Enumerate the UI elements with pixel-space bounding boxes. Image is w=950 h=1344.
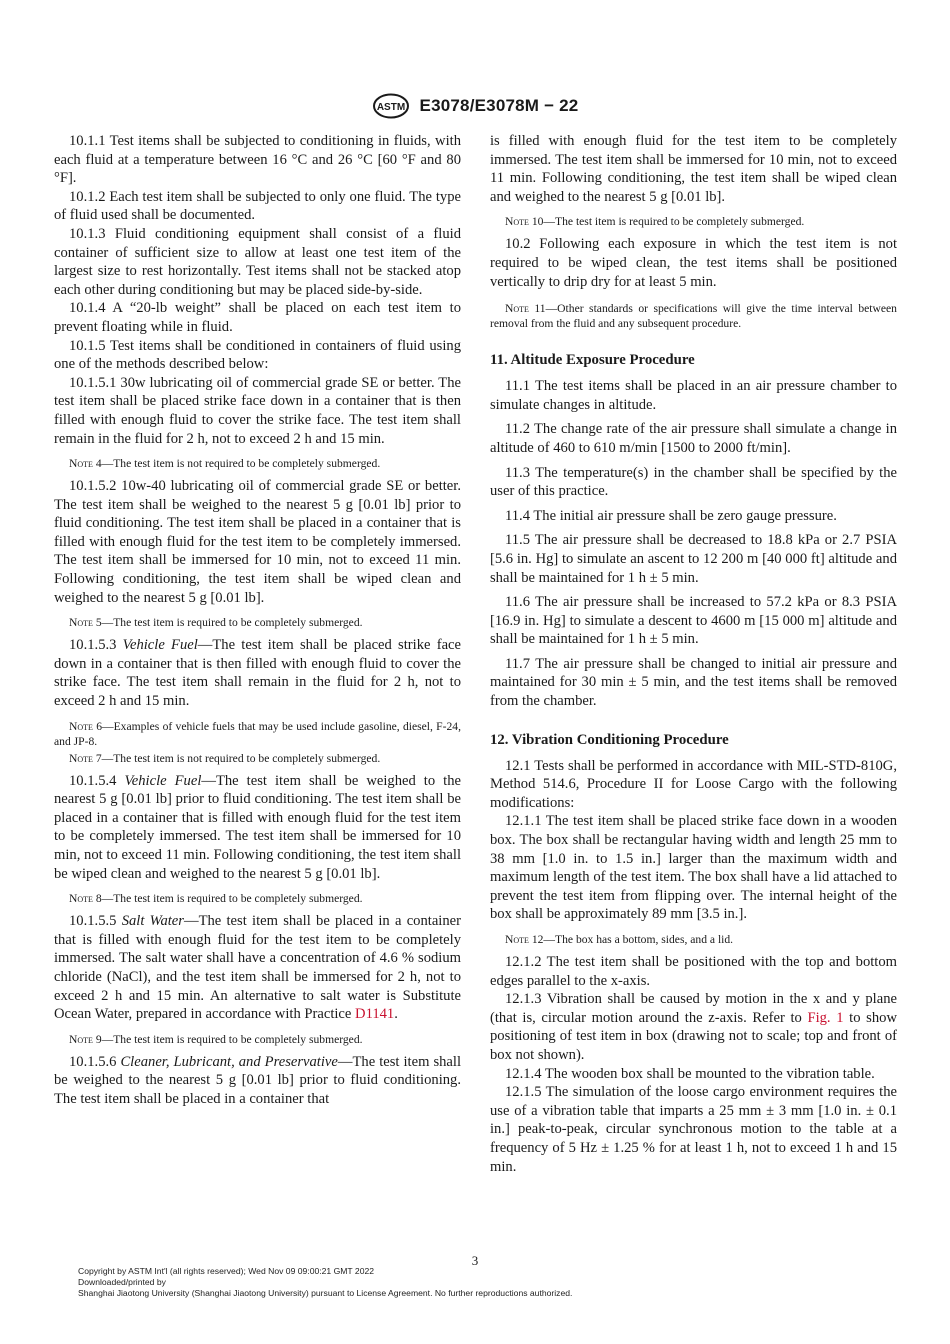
note-11 bbox=[490, 301, 897, 331]
paragraph-10-1-5-2: 10.1.5.2 10w-40 lubricating oil of commercial grade SE or better. The test item shall be weighed to the nearest 5 g [0.01 lb] prior to fluid conditioning. The test item shall be placed in a container that is filled with enough fluid for the test item to be completely immersed. The test item shall be immersed for 10 min, not to exceed 11 min. Following conditioning, the test item shall be wiped clean and weighed to the nearest 5 g [0.01 lb]. bbox=[54, 478, 461, 606]
paragraph-title: Vehicle Fuel bbox=[122, 637, 198, 654]
left-column bbox=[54, 132, 461, 1109]
astm-logo-icon bbox=[372, 93, 410, 119]
note-10 bbox=[490, 214, 897, 229]
paragraph-title: Vehicle Fuel bbox=[124, 772, 202, 789]
paragraph-11-2: 11.2 The change rate of the air pressure shall simulate a change in altitude of 460 to 610 m/min [1500 to 2000 ft/min]. bbox=[490, 421, 897, 456]
note-label: Note 12 bbox=[505, 933, 544, 946]
paragraph-12-1-3 bbox=[490, 990, 897, 1064]
note-text: —Examples of vehicle fuels that may be used include gasoline, diesel, F-24, and JP-8. bbox=[54, 719, 461, 748]
paragraph-number: 10.1.5.4 bbox=[69, 772, 125, 789]
note-text: —The test item is not required to be completely submerged. bbox=[101, 751, 381, 765]
note-7 bbox=[54, 751, 461, 766]
paragraph-10-2: 10.2 Following each exposure in which the test item is not required to be wiped clean, the test items shall be positioned vertically to drip dry for at least 5 min. bbox=[490, 236, 897, 290]
paragraph-10-1-5: 10.1.5 Test items shall be conditioned in containers of fluid using one of the methods described below: bbox=[54, 337, 461, 373]
page-number: 3 bbox=[471, 1253, 479, 1268]
paragraph-12-1-4: 12.1.4 The wooden box shall be mounted to the vibration table. bbox=[505, 1065, 875, 1082]
paragraph-12-1: 12.1 Tests shall be performed in accordance with MIL-STD-810G, Method 514.6, Procedure II for Loose Cargo with the following modifications: bbox=[490, 757, 897, 811]
note-label: Note 7 bbox=[69, 751, 102, 765]
paragraph-body: —The test item shall be placed strike face down in a container that is then filled with enough fluid to cover the strike face. The test item shall remain in the fluid for 2 h, not to exceed 2 h and 15 min. bbox=[54, 637, 461, 710]
copyright-footer bbox=[78, 1266, 572, 1299]
figure-1-link[interactable]: Fig. 1 bbox=[807, 1009, 844, 1026]
footer-license-line: Shanghai Jiaotong University (Shanghai Jiaotong University) pursuant to License Agreement. No further reproductions authorized. bbox=[78, 1288, 573, 1298]
paragraph-10-1-5-5 bbox=[54, 912, 461, 1024]
paragraph-10-1-5-4 bbox=[54, 772, 461, 884]
note-8 bbox=[54, 891, 461, 906]
paragraph-11-5: 11.5 The air pressure shall be decreased to 18.8 kPa or 2.7 PSIA [5.6 in. Hg] to simulate an ascent to 12 200 m [40 000 ft] altitude and shall be maintained for 1 h ± 5 min. bbox=[490, 532, 897, 586]
paragraph-10-1-2: 10.1.2 Each test item shall be subjected to only one fluid. The type of fluid used shall be documented. bbox=[54, 188, 461, 224]
note-text: —The test item is not required to be completely submerged. bbox=[101, 457, 381, 471]
note-text: —The test item is required to be completely submerged. bbox=[101, 1032, 363, 1046]
page-header bbox=[0, 93, 950, 119]
paragraph-number: 10.1.5.5 bbox=[69, 913, 122, 930]
paragraph-body: —The test item shall be weighed to the nearest 5 g [0.01 lb] prior to fluid conditioning. The test item shall be placed in a container that is filled with enough fluid for the test item to be completely immersed. The test item shall be immersed for 10 min, not to exceed 11 min. Following conditioning, the test item shall be wiped clean and weighed to the nearest 5 g [0.01 lb]. bbox=[54, 772, 462, 882]
note-6 bbox=[54, 719, 461, 749]
svg-text:ASTM: ASTM bbox=[376, 102, 405, 113]
note-label: Note 10 bbox=[505, 215, 544, 229]
note-text: —The box has a bottom, sides, and a lid. bbox=[543, 933, 734, 946]
note-9 bbox=[54, 1032, 461, 1047]
note-text: —The test item is required to be completely submerged. bbox=[101, 892, 363, 906]
paragraph-body: —The test item shall be weighed to the nearest 5 g [0.01 lb] prior to fluid conditioning. The test item shall be placed in a container that bbox=[54, 1053, 462, 1107]
paragraph-11-1: 11.1 The test items shall be placed in an air pressure chamber to simulate changes in altitude. bbox=[490, 378, 897, 413]
note-text: —The test item is required to be completely submerged. bbox=[101, 616, 363, 630]
practice-d1141-link[interactable]: D1141 bbox=[355, 1006, 395, 1023]
paragraph-body-end: to show positioning of test item in box (drawing not to scale; top and front of box not shown). bbox=[490, 1009, 897, 1063]
note-5 bbox=[54, 615, 461, 630]
paragraph-body: 12.1.3 Vibration shall be caused by motion in the x and y plane (that is, circular motion around the z-axis. Refer to bbox=[490, 991, 897, 1026]
right-column bbox=[490, 132, 897, 1176]
note-label: Note 6 bbox=[69, 719, 102, 733]
paragraph-11-4: 11.4 The initial air pressure shall be zero gauge pressure. bbox=[505, 507, 837, 524]
paragraph-12-1-1: 12.1.1 The test item shall be placed strike face down in a wooden box. The box shall be rectangular having width and length 25 mm to 38 mm [1.0 in. to 1.5 in.] larger than the maximum width and maximum length of the test item. The box shall have a lid attached to prevent the test item from flipping over. The internal height of the box shall be approximately 89 mm [3.5 in.]. bbox=[490, 813, 897, 923]
note-label: Note 8 bbox=[69, 892, 102, 906]
paragraph-11-6: 11.6 The air pressure shall be increased to 57.2 kPa or 8.3 PSIA [16.9 in. Hg] to simulate a descent to 4600 m [15 000 m] altitude and shall be maintained for 1 h ± 5 min. bbox=[490, 594, 897, 648]
paragraph-10-1-5-6 bbox=[54, 1053, 461, 1109]
footer-downloaded-line: Downloaded/printed by bbox=[78, 1277, 166, 1287]
paragraph-title: Salt Water bbox=[121, 913, 184, 930]
paragraph-title: Cleaner, Lubricant, and Preservative bbox=[120, 1053, 338, 1070]
paragraph-end: . bbox=[394, 1006, 398, 1023]
note-label: Note 4 bbox=[69, 457, 102, 471]
paragraph-10-1-5-6-continued: is filled with enough fluid for the test item to be completely immersed. The test item shall be immersed for 10 min, not to exceed 11 min. Following conditioning, the test item shall be wiped clean and weighed to the nearest 5 g [0.01 lb]. bbox=[490, 133, 897, 205]
paragraph-10-1-5-3 bbox=[54, 636, 461, 710]
section-12-heading: 12. Vibration Conditioning Procedure bbox=[490, 731, 729, 748]
paragraph-12-1-5: 12.1.5 The simulation of the loose cargo environment requires the use of a vibration table that imparts a 25 mm ± 3 mm [1.0 in. ± 0.1 in.] peak-to-peak, circular synchronous motion to the table at a frequency of 5 Hz ± 1.25 % for at least 1 h, not to exceed 1 h and 15 min. bbox=[490, 1084, 897, 1175]
note-text: —The test item is required to be completely submerged. bbox=[543, 215, 805, 229]
note-label: Note 9 bbox=[69, 1032, 102, 1046]
footer-copyright-line: Copyright by ASTM Int'l (all rights reserved); Wed Nov 09 09:00:21 GMT 2022 bbox=[78, 1266, 375, 1276]
paragraph-body: —The test item shall be placed in a container that is filled with enough fluid for the test item to be completely immersed. The salt water shall have a concentration of 4.6 % sodium chloride (NaCl), and the test item shall be immersed for 2 h, not to exceed 2 h and 15 min. An alternative to salt water is Substitute Ocean Water, prepared in accordance with Practice bbox=[54, 913, 461, 1023]
note-4 bbox=[54, 456, 461, 471]
note-label: Note 5 bbox=[69, 616, 102, 630]
paragraph-number: 10.1.5.3 bbox=[69, 637, 123, 654]
note-text: —Other standards or specifications will give the time interval between removal from the fluid and any subsequent procedure. bbox=[490, 302, 897, 331]
paragraph-10-1-4: 10.1.4 A “20-lb weight” shall be placed on each test item to prevent floating while in fluid. bbox=[54, 300, 461, 335]
note-12 bbox=[490, 932, 897, 947]
standard-designation: E3078/E3078M − 22 bbox=[419, 96, 579, 115]
paragraph-10-1-1: 10.1.1 Test items shall be subjected to conditioning in fluids, with each fluid at a temperature between 16 °C and 26 °C [60 °F and 80 °F]. bbox=[54, 133, 461, 187]
section-11-heading: 11. Altitude Exposure Procedure bbox=[490, 352, 695, 369]
paragraph-10-1-3: 10.1.3 Fluid conditioning equipment shall consist of a fluid container of sufficient size to allow at least one test item of the largest size to rest horizontally. Test items shall not be stacked atop each other during conditioning but may be placed side-by-side. bbox=[54, 225, 461, 298]
paragraph-12-1-2: 12.1.2 The test item shall be positioned with the top and bottom edges parallel to the x-axis. bbox=[490, 954, 897, 989]
paragraph-number: 10.1.5.6 bbox=[69, 1053, 121, 1070]
note-label: Note 11 bbox=[505, 302, 546, 316]
paragraph-10-1-5-1: 10.1.5.1 30w lubricating oil of commercial grade SE or better. The test item shall be placed strike face down in a container that is then filled with enough fluid to cover the strike face. The test item shall remain in the fluid for 2 h, not to exceed 2 h and 15 min. bbox=[54, 374, 461, 447]
paragraph-11-7: 11.7 The air pressure shall be changed to initial air pressure and maintained for 30 min ± 5 min, and the test items shall be removed from the chamber. bbox=[490, 655, 897, 710]
paragraph-11-3: 11.3 The temperature(s) in the chamber shall be specified by the user of this practice. bbox=[490, 464, 897, 500]
